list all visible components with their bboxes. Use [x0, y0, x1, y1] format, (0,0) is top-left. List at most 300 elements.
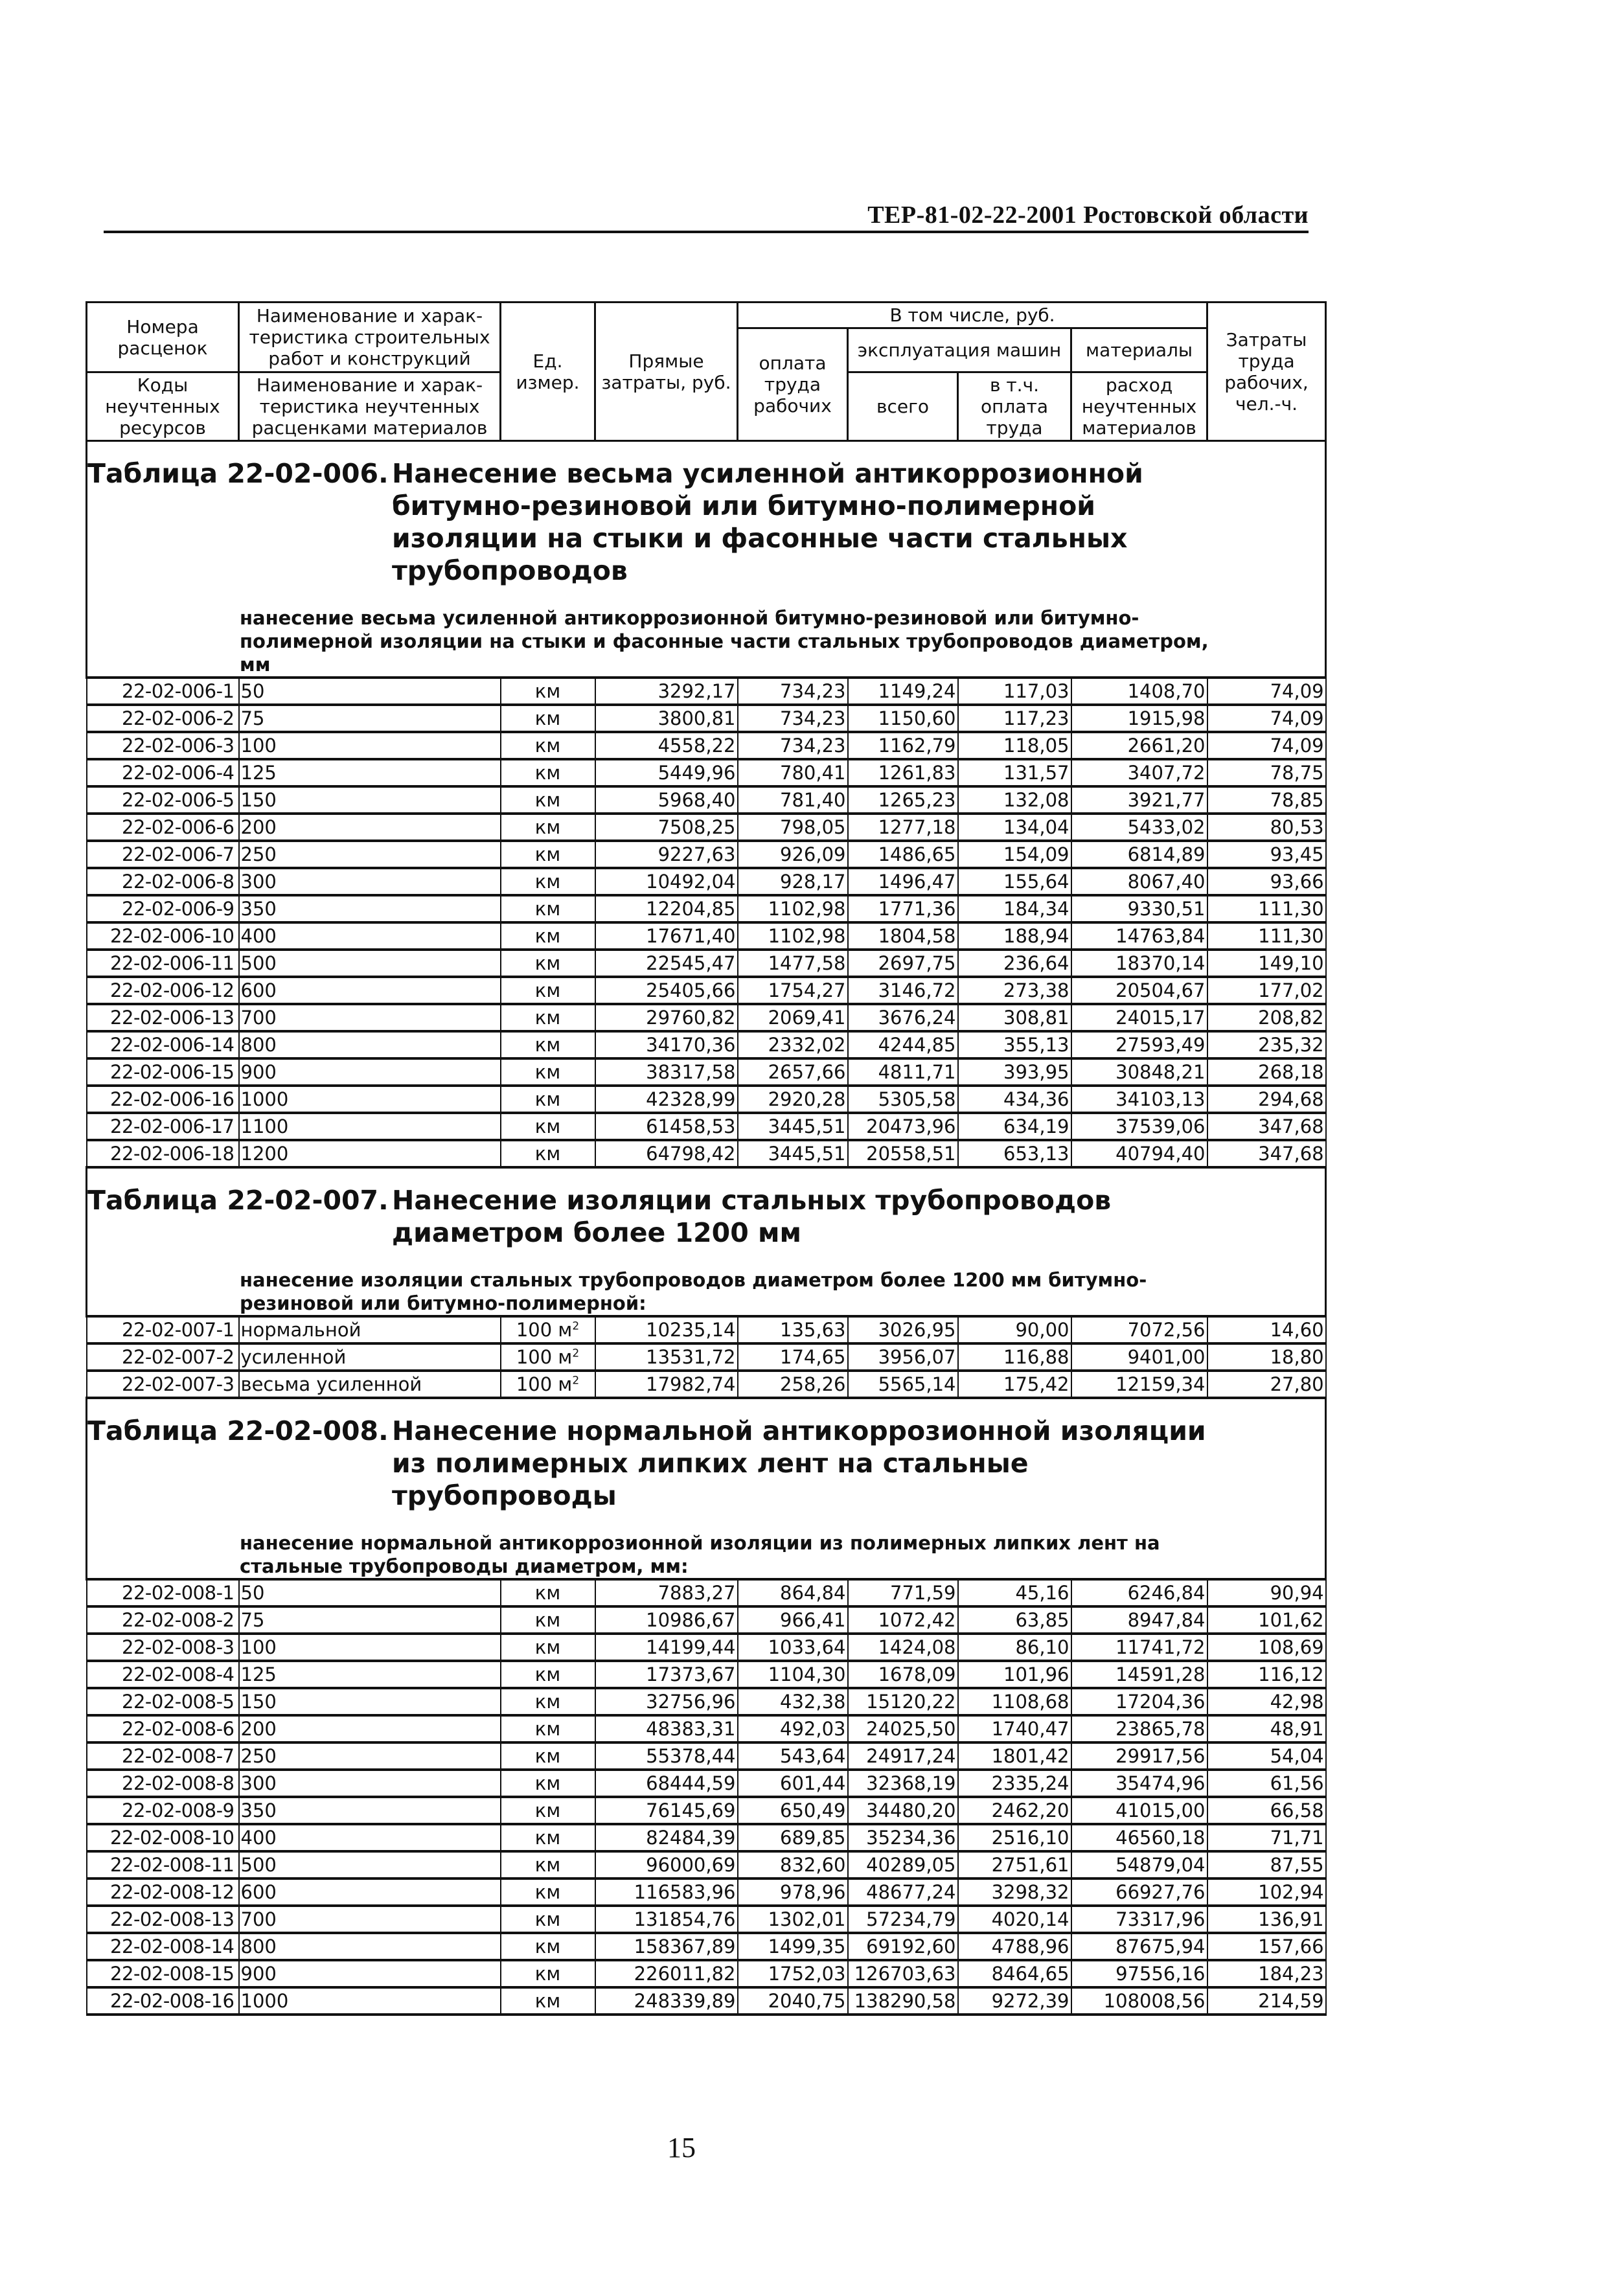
unit-cell: км: [501, 841, 595, 868]
direct-costs-cell: 76145,69: [595, 1797, 738, 1824]
materials-cost-cell: 1915,98: [1071, 705, 1207, 732]
unit-cell: км: [501, 1004, 595, 1031]
materials-cost-cell: 6814,89: [1071, 841, 1207, 868]
header-direct-costs: Прямые затраты, руб.: [595, 303, 738, 441]
labor-pay-cell: 1033,64: [738, 1634, 848, 1661]
document-title: ТЕР-81-02-22-2001 Ростовской области: [867, 201, 1309, 229]
machine-cost-cell: 771,59: [848, 1579, 958, 1606]
header-labor-pay: оплата труда рабочих: [738, 328, 848, 441]
labor-pay-cell: 780,41: [738, 759, 848, 786]
materials-cost-cell: 14591,28: [1071, 1661, 1207, 1688]
machine-cost-cell: 1804,58: [848, 922, 958, 950]
header-materials-unaccounted: расход неучтенных материалов: [1071, 372, 1207, 441]
labor-pay-cell: 926,09: [738, 841, 848, 868]
direct-costs-cell: 61458,53: [595, 1113, 738, 1140]
machine-labor-pay-cell: 9272,39: [958, 1987, 1071, 2015]
table-number: Таблица 22-02-008.: [87, 1415, 389, 1446]
rate-name-cell: 100: [239, 1634, 501, 1661]
header-material-name: Наименование и харак-теристика неучтенных расценками материалов: [239, 372, 501, 441]
unit-cell: км: [501, 786, 595, 814]
machine-cost-cell: 3146,72: [848, 977, 958, 1004]
unit-cell: км: [501, 1086, 595, 1113]
machine-labor-pay-cell: 2516,10: [958, 1824, 1071, 1851]
table-row: [87, 1933, 1326, 1960]
labor-pay-cell: 492,03: [738, 1715, 848, 1742]
labor-pay-cell: 781,40: [738, 786, 848, 814]
labor-hours-cell: 66,58: [1207, 1797, 1326, 1824]
direct-costs-cell: 13531,72: [595, 1343, 738, 1371]
labor-hours-cell: 157,66: [1207, 1933, 1326, 1960]
direct-costs-cell: 42328,99: [595, 1086, 738, 1113]
machine-labor-pay-cell: 117,03: [958, 678, 1071, 705]
rate-name-cell: нормальной: [239, 1316, 501, 1343]
table-row: [87, 678, 1326, 705]
unit-cell: км: [501, 1851, 595, 1879]
rate-code-cell: 22-02-008-10: [87, 1824, 239, 1851]
rate-name-cell: 1000: [239, 1086, 501, 1113]
section-heading: [87, 1398, 1326, 1579]
unit-cell: км: [501, 732, 595, 759]
direct-costs-cell: 4558,22: [595, 732, 738, 759]
materials-cost-cell: 87675,94: [1071, 1933, 1207, 1960]
table-row: [87, 1031, 1326, 1058]
table-row: [87, 786, 1326, 814]
machine-cost-cell: 3956,07: [848, 1343, 958, 1371]
machine-labor-pay-cell: 4020,14: [958, 1906, 1071, 1933]
labor-hours-cell: 184,23: [1207, 1960, 1326, 1987]
machine-labor-pay-cell: 86,10: [958, 1634, 1071, 1661]
labor-hours-cell: 61,56: [1207, 1770, 1326, 1797]
rate-code-cell: 22-02-006-4: [87, 759, 239, 786]
unit-cell: км: [501, 678, 595, 705]
rate-name-cell: 75: [239, 1606, 501, 1634]
table-row: [87, 868, 1326, 895]
table-row: [87, 1715, 1326, 1742]
rate-code-cell: 22-02-008-4: [87, 1661, 239, 1688]
table-section-header: [87, 1167, 1326, 1316]
rate-code-cell: 22-02-006-9: [87, 895, 239, 922]
table-number: Таблица 22-02-007.: [87, 1185, 389, 1216]
machine-labor-pay-cell: 4788,96: [958, 1933, 1071, 1960]
rate-code-cell: 22-02-006-13: [87, 1004, 239, 1031]
table-row: [87, 1661, 1326, 1688]
rate-code-cell: 22-02-006-2: [87, 705, 239, 732]
unit-cell: [501, 1316, 595, 1343]
header-work-name: Наименование и харак-теристика строительных работ и конструкций: [239, 303, 501, 372]
labor-pay-cell: 864,84: [738, 1579, 848, 1606]
machine-cost-cell: 20558,51: [848, 1140, 958, 1167]
labor-pay-cell: 2069,41: [738, 1004, 848, 1031]
table-title: [87, 442, 1325, 587]
labor-pay-cell: 650,49: [738, 1797, 848, 1824]
materials-cost-cell: 35474,96: [1071, 1770, 1207, 1797]
rate-name-cell: 350: [239, 1797, 501, 1824]
table-row: [87, 1140, 1326, 1167]
machine-cost-cell: 69192,60: [848, 1933, 958, 1960]
materials-cost-cell: 7072,56: [1071, 1316, 1207, 1343]
rate-code-cell: 22-02-008-2: [87, 1606, 239, 1634]
direct-costs-cell: 248339,89: [595, 1987, 738, 2015]
unit-cell: км: [501, 1031, 595, 1058]
labor-pay-cell: 798,05: [738, 814, 848, 841]
rate-code-cell: 22-02-008-7: [87, 1742, 239, 1770]
labor-hours-cell: 18,80: [1207, 1343, 1326, 1371]
unit-cell: км: [501, 1661, 595, 1688]
labor-pay-cell: 2332,02: [738, 1031, 848, 1058]
rate-name-cell: 400: [239, 922, 501, 950]
machine-labor-pay-cell: 175,42: [958, 1371, 1071, 1398]
labor-hours-cell: 268,18: [1207, 1058, 1326, 1086]
direct-costs-cell: 226011,82: [595, 1960, 738, 1987]
machine-labor-pay-cell: 155,64: [958, 868, 1071, 895]
labor-hours-cell: 74,09: [1207, 678, 1326, 705]
machine-labor-pay-cell: 117,23: [958, 705, 1071, 732]
machine-labor-pay-cell: 308,81: [958, 1004, 1071, 1031]
table-row: [87, 1371, 1326, 1398]
labor-hours-cell: 347,68: [1207, 1140, 1326, 1167]
table-row: [87, 1906, 1326, 1933]
rate-code-cell: 22-02-006-15: [87, 1058, 239, 1086]
unit-text: 100 м: [516, 1346, 573, 1368]
labor-pay-cell: 966,41: [738, 1606, 848, 1634]
labor-hours-cell: 136,91: [1207, 1906, 1326, 1933]
rate-name-cell: 800: [239, 1933, 501, 1960]
table-row: [87, 1797, 1326, 1824]
labor-pay-cell: 1754,27: [738, 977, 848, 1004]
materials-cost-cell: 3407,72: [1071, 759, 1207, 786]
column-header-table: [86, 301, 1327, 442]
rate-name-cell: 100: [239, 732, 501, 759]
table-row: [87, 1987, 1326, 2015]
unit-text: 100 м: [516, 1319, 573, 1341]
header-resource-codes: Коды неучтенных ресурсов: [87, 372, 239, 441]
rate-name-cell: 300: [239, 1770, 501, 1797]
machine-cost-cell: 57234,79: [848, 1906, 958, 1933]
labor-pay-cell: 1302,01: [738, 1906, 848, 1933]
rate-code-cell: 22-02-008-14: [87, 1933, 239, 1960]
rate-code-cell: 22-02-007-3: [87, 1371, 239, 1398]
labor-hours-cell: 294,68: [1207, 1086, 1326, 1113]
rate-name-cell: 500: [239, 950, 501, 977]
direct-costs-cell: 96000,69: [595, 1851, 738, 1879]
labor-pay-cell: 928,17: [738, 868, 848, 895]
materials-cost-cell: 17204,36: [1071, 1688, 1207, 1715]
section-heading: [87, 442, 1326, 678]
labor-hours-cell: 87,55: [1207, 1851, 1326, 1879]
unit-cell: км: [501, 1715, 595, 1742]
machine-labor-pay-cell: 116,88: [958, 1343, 1071, 1371]
table-row: [87, 1879, 1326, 1906]
materials-cost-cell: 73317,96: [1071, 1906, 1207, 1933]
rate-name-cell: 300: [239, 868, 501, 895]
materials-cost-cell: 24015,17: [1071, 1004, 1207, 1031]
labor-pay-cell: 832,60: [738, 1851, 848, 1879]
labor-pay-cell: 1499,35: [738, 1933, 848, 1960]
machine-labor-pay-cell: 653,13: [958, 1140, 1071, 1167]
materials-cost-cell: 34103,13: [1071, 1086, 1207, 1113]
labor-hours-cell: 116,12: [1207, 1661, 1326, 1688]
header-machine-total: всего: [848, 372, 958, 441]
table-row: [87, 1851, 1326, 1879]
table-section-header: [87, 442, 1326, 678]
machine-cost-cell: 3676,24: [848, 1004, 958, 1031]
machine-cost-cell: 138290,58: [848, 1987, 958, 2015]
materials-cost-cell: 9401,00: [1071, 1343, 1207, 1371]
rate-code-cell: 22-02-006-1: [87, 678, 239, 705]
table-row: [87, 1606, 1326, 1634]
unit-cell: км: [501, 1824, 595, 1851]
table-row: [87, 1086, 1326, 1113]
table-row: [87, 1058, 1326, 1086]
materials-cost-cell: 8947,84: [1071, 1606, 1207, 1634]
materials-cost-cell: 8067,40: [1071, 868, 1207, 895]
materials-cost-cell: 54879,04: [1071, 1851, 1207, 1879]
labor-pay-cell: 734,23: [738, 678, 848, 705]
rate-name-cell: весьма усиленной: [239, 1371, 501, 1398]
machine-cost-cell: 34480,20: [848, 1797, 958, 1824]
unit-superscript: 2: [572, 1374, 580, 1388]
rate-code-cell: 22-02-007-2: [87, 1343, 239, 1371]
direct-costs-cell: 14199,44: [595, 1634, 738, 1661]
table-subtitle: нанесение изоляции стальных трубопроводов диаметром более 1200 мм битумно-резиновой или битумно-полимерной:: [240, 1269, 1147, 1314]
machine-labor-pay-cell: 273,38: [958, 977, 1071, 1004]
unit-cell: км: [501, 1797, 595, 1824]
table-row: [87, 1634, 1326, 1661]
labor-hours-cell: 74,09: [1207, 732, 1326, 759]
table-row: [87, 1770, 1326, 1797]
direct-costs-cell: 17671,40: [595, 922, 738, 950]
rate-name-cell: 125: [239, 759, 501, 786]
table-section-header: [87, 1398, 1326, 1579]
rate-name-cell: 200: [239, 814, 501, 841]
header-machine-operation: эксплуатация машин: [848, 328, 1071, 372]
labor-hours-cell: 27,80: [1207, 1371, 1326, 1398]
table-row: [87, 1960, 1326, 1987]
unit-cell: км: [501, 1987, 595, 2015]
rate-name-cell: 500: [239, 1851, 501, 1879]
table-row: [87, 841, 1326, 868]
unit-cell: км: [501, 1770, 595, 1797]
labor-hours-cell: 111,30: [1207, 922, 1326, 950]
labor-hours-cell: 80,53: [1207, 814, 1326, 841]
labor-pay-cell: 1477,58: [738, 950, 848, 977]
labor-pay-cell: 978,96: [738, 1879, 848, 1906]
rate-code-cell: 22-02-008-9: [87, 1797, 239, 1824]
materials-cost-cell: 41015,00: [1071, 1797, 1207, 1824]
labor-pay-cell: 1102,98: [738, 922, 848, 950]
machine-cost-cell: 35234,36: [848, 1824, 958, 1851]
direct-costs-cell: 131854,76: [595, 1906, 738, 1933]
labor-hours-cell: 347,68: [1207, 1113, 1326, 1140]
materials-cost-cell: 5433,02: [1071, 814, 1207, 841]
machine-cost-cell: 24025,50: [848, 1715, 958, 1742]
labor-hours-cell: 111,30: [1207, 895, 1326, 922]
rate-name-cell: 50: [239, 1579, 501, 1606]
rate-name-cell: 700: [239, 1004, 501, 1031]
materials-cost-cell: 29917,56: [1071, 1742, 1207, 1770]
labor-pay-cell: 734,23: [738, 705, 848, 732]
header-unit: Ед. измер.: [501, 303, 595, 441]
materials-cost-cell: 6246,84: [1071, 1579, 1207, 1606]
direct-costs-cell: 9227,63: [595, 841, 738, 868]
unit-cell: км: [501, 759, 595, 786]
labor-hours-cell: 54,04: [1207, 1742, 1326, 1770]
direct-costs-cell: 10986,67: [595, 1606, 738, 1634]
machine-labor-pay-cell: 355,13: [958, 1031, 1071, 1058]
direct-costs-cell: 32756,96: [595, 1688, 738, 1715]
rates-body-table: [86, 442, 1327, 2016]
page-number: 15: [667, 2132, 696, 2164]
machine-labor-pay-cell: 118,05: [958, 732, 1071, 759]
table-title: [87, 1169, 1325, 1249]
machine-cost-cell: 1149,24: [848, 678, 958, 705]
labor-pay-cell: 1102,98: [738, 895, 848, 922]
labor-hours-cell: 101,62: [1207, 1606, 1326, 1634]
rate-name-cell: 1000: [239, 1987, 501, 2015]
labor-hours-cell: 108,69: [1207, 1634, 1326, 1661]
machine-cost-cell: 15120,22: [848, 1688, 958, 1715]
rate-code-cell: 22-02-006-8: [87, 868, 239, 895]
rate-name-cell: 1100: [239, 1113, 501, 1140]
rate-code-cell: 22-02-006-12: [87, 977, 239, 1004]
machine-cost-cell: 5565,14: [848, 1371, 958, 1398]
rate-name-cell: 125: [239, 1661, 501, 1688]
unit-cell: км: [501, 1606, 595, 1634]
direct-costs-cell: 7508,25: [595, 814, 738, 841]
table-row: [87, 732, 1326, 759]
machine-labor-pay-cell: 393,95: [958, 1058, 1071, 1086]
materials-cost-cell: 11741,72: [1071, 1634, 1207, 1661]
machine-labor-pay-cell: 184,34: [958, 895, 1071, 922]
labor-hours-cell: 71,71: [1207, 1824, 1326, 1851]
labor-pay-cell: 258,26: [738, 1371, 848, 1398]
table-number: Таблица 22-02-006.: [87, 458, 389, 489]
machine-cost-cell: 4811,71: [848, 1058, 958, 1086]
rate-name-cell: 350: [239, 895, 501, 922]
machine-cost-cell: 1265,23: [848, 786, 958, 814]
table-row: [87, 1113, 1326, 1140]
machine-cost-cell: 1486,65: [848, 841, 958, 868]
unit-cell: км: [501, 922, 595, 950]
labor-hours-cell: 214,59: [1207, 1987, 1326, 2015]
direct-costs-cell: 55378,44: [595, 1742, 738, 1770]
rate-name-cell: 700: [239, 1906, 501, 1933]
materials-cost-cell: 14763,84: [1071, 922, 1207, 950]
unit-cell: км: [501, 1879, 595, 1906]
labor-pay-cell: 135,63: [738, 1316, 848, 1343]
header-machine-labor: в т.ч. оплата труда: [958, 372, 1071, 441]
table-subtitle: нанесение нормальной антикоррозионной изоляции из полимерных липких лент на стальные трубопроводы диаметром, мм:: [240, 1532, 1160, 1577]
machine-cost-cell: 1162,79: [848, 732, 958, 759]
labor-hours-cell: 208,82: [1207, 1004, 1326, 1031]
table-name: Нанесение весьма усиленной антикоррозионной битумно-резиновой или битумно-полимерной изоляции на стыки и фасонные части стальных трубопроводов: [392, 458, 1143, 586]
header-rate-numbers: Номера расценок: [87, 303, 239, 372]
header-labor-hours: Затраты труда рабочих, чел.-ч.: [1207, 303, 1326, 441]
unit-cell: км: [501, 868, 595, 895]
unit-cell: [501, 1343, 595, 1371]
labor-hours-cell: 74,09: [1207, 705, 1326, 732]
rate-code-cell: 22-02-006-7: [87, 841, 239, 868]
direct-costs-cell: 3800,81: [595, 705, 738, 732]
rate-code-cell: 22-02-006-5: [87, 786, 239, 814]
direct-costs-cell: 158367,89: [595, 1933, 738, 1960]
price-table: [86, 301, 1325, 2016]
materials-cost-cell: 2661,20: [1071, 732, 1207, 759]
machine-cost-cell: 3026,95: [848, 1316, 958, 1343]
machine-labor-pay-cell: 188,94: [958, 922, 1071, 950]
machine-cost-cell: 1424,08: [848, 1634, 958, 1661]
materials-cost-cell: 9330,51: [1071, 895, 1207, 922]
rate-name-cell: 200: [239, 1715, 501, 1742]
table-row: [87, 759, 1326, 786]
unit-cell: км: [501, 1742, 595, 1770]
machine-cost-cell: 1496,47: [848, 868, 958, 895]
table-name: Нанесение изоляции стальных трубопроводов диаметром более 1200 мм: [392, 1185, 1112, 1248]
unit-cell: км: [501, 1688, 595, 1715]
rate-name-cell: 800: [239, 1031, 501, 1058]
table-row: [87, 977, 1326, 1004]
labor-pay-cell: 543,64: [738, 1742, 848, 1770]
table-row: [87, 922, 1326, 950]
table-name: Нанесение нормальной антикоррозионной изоляции из полимерных липких лент на стальные трубопроводы: [392, 1415, 1206, 1511]
header-materials: материалы: [1071, 328, 1207, 372]
machine-labor-pay-cell: 45,16: [958, 1579, 1071, 1606]
materials-cost-cell: 12159,34: [1071, 1371, 1207, 1398]
materials-cost-cell: 3921,77: [1071, 786, 1207, 814]
materials-cost-cell: 27593,49: [1071, 1031, 1207, 1058]
direct-costs-cell: 38317,58: [595, 1058, 738, 1086]
table-subtitle: нанесение весьма усиленной антикоррозионной битумно-резиновой или битумно-полимерной изоляции на стыки и фасонные части стальных трубопроводов диаметром, мм: [240, 607, 1209, 676]
unit-cell: км: [501, 1906, 595, 1933]
labor-hours-cell: 78,85: [1207, 786, 1326, 814]
table-row: [87, 895, 1326, 922]
machine-labor-pay-cell: 134,04: [958, 814, 1071, 841]
rate-code-cell: 22-02-006-17: [87, 1113, 239, 1140]
rate-code-cell: 22-02-006-10: [87, 922, 239, 950]
unit-cell: км: [501, 1960, 595, 1987]
table-row: [87, 1742, 1326, 1770]
labor-pay-cell: 601,44: [738, 1770, 848, 1797]
labor-pay-cell: 1104,30: [738, 1661, 848, 1688]
table-row: [87, 1343, 1326, 1371]
table-row: [87, 1316, 1326, 1343]
machine-labor-pay-cell: 1801,42: [958, 1742, 1071, 1770]
unit-cell: [501, 1371, 595, 1398]
machine-labor-pay-cell: 2751,61: [958, 1851, 1071, 1879]
rate-name-cell: 75: [239, 705, 501, 732]
table-row: [87, 814, 1326, 841]
rate-code-cell: 22-02-006-11: [87, 950, 239, 977]
table-row: [87, 1579, 1326, 1606]
labor-hours-cell: 78,75: [1207, 759, 1326, 786]
rate-name-cell: 50: [239, 678, 501, 705]
materials-cost-cell: 30848,21: [1071, 1058, 1207, 1086]
direct-costs-cell: 34170,36: [595, 1031, 738, 1058]
rate-name-cell: 900: [239, 1058, 501, 1086]
labor-hours-cell: 93,45: [1207, 841, 1326, 868]
machine-cost-cell: 1771,36: [848, 895, 958, 922]
machine-cost-cell: 4244,85: [848, 1031, 958, 1058]
machine-cost-cell: 24917,24: [848, 1742, 958, 1770]
machine-labor-pay-cell: 63,85: [958, 1606, 1071, 1634]
machine-labor-pay-cell: 1108,68: [958, 1688, 1071, 1715]
labor-pay-cell: 3445,51: [738, 1140, 848, 1167]
table-title: [87, 1399, 1325, 1512]
machine-labor-pay-cell: 634,19: [958, 1113, 1071, 1140]
labor-pay-cell: 3445,51: [738, 1113, 848, 1140]
direct-costs-cell: 5449,96: [595, 759, 738, 786]
rate-code-cell: 22-02-008-16: [87, 1987, 239, 2015]
